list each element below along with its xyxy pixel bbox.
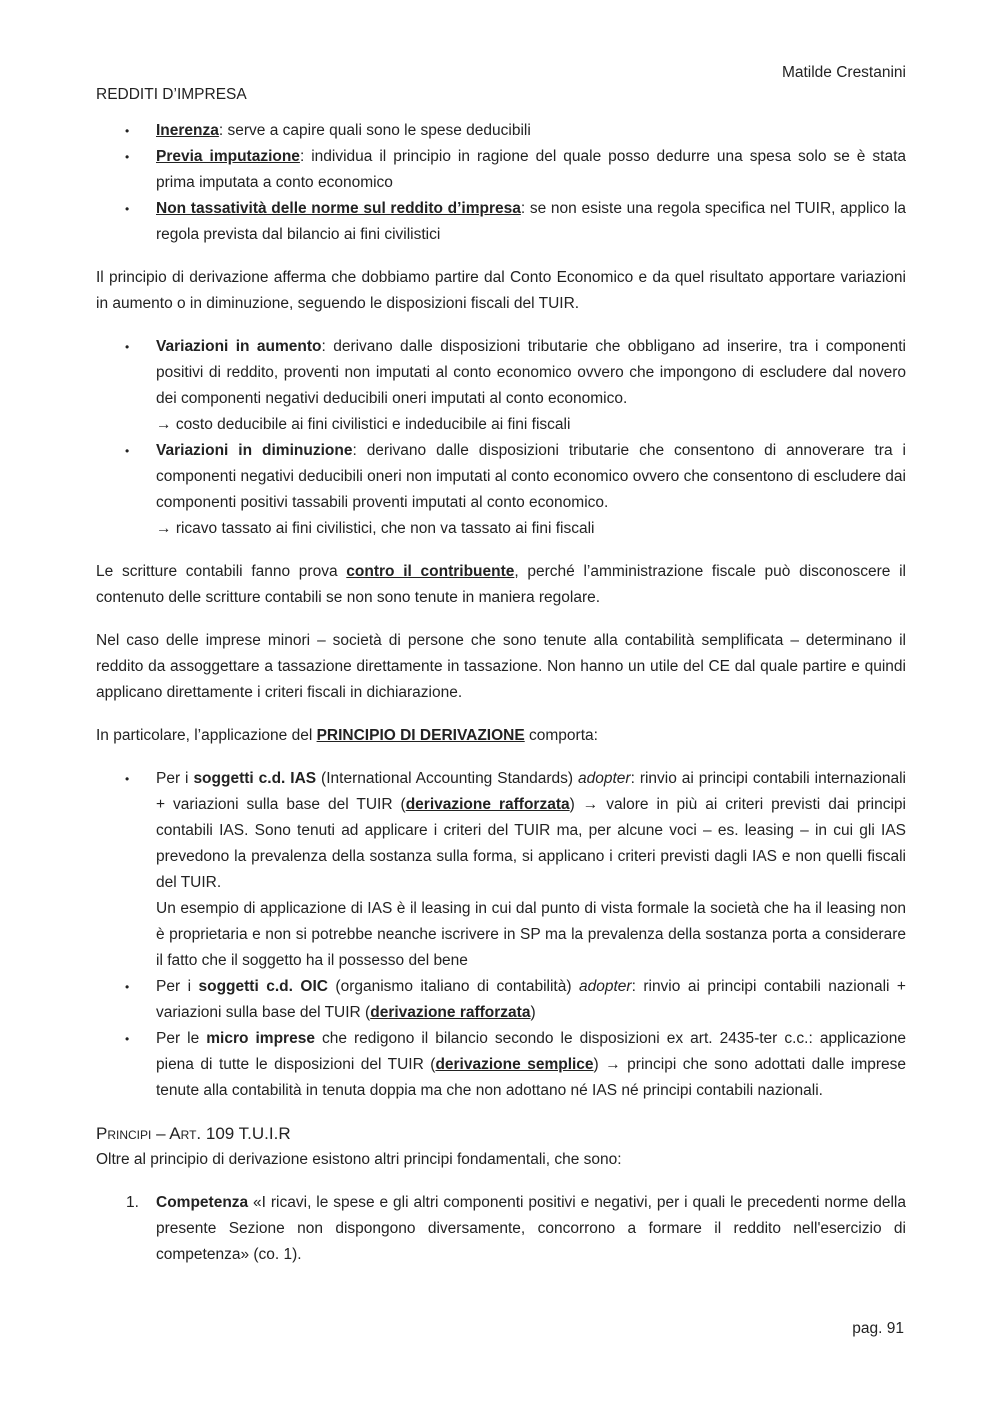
paragraph-minor-companies: Nel caso delle imprese minori – società di persone che sono tenute alla contabilità semplificata – determinano il reddito da assoggettare a tassazione direttamente in tassazione. Non hanno un utile del CE dal quale partire e quindi applicano direttamente i criteri fiscali in dichiarazione. [96, 632, 906, 701]
list-item-oic: • Per i soggetti c.d. OIC (organismo italiano di contabilità) adopter: rinvio ai principi contabili nazionali + variazioni sulla base del TUIR (derivazione rafforzata) [96, 974, 906, 1026]
header-section-title: REDDITI D’IMPRESA [96, 86, 247, 103]
bullet-icon: • [125, 1032, 130, 1046]
bullet-icon: • [125, 444, 130, 458]
page-content [96, 118, 906, 1285]
bullet-icon: • [125, 772, 130, 786]
bullet-icon: • [125, 150, 130, 164]
arrow-note: → ricavo tassato ai fini civilistici, che non va tassato ai fini fiscali [156, 520, 595, 537]
variations-list [96, 334, 906, 542]
term: Inerenza [156, 122, 219, 139]
paragraph-derivation: Il principio di derivazione afferma che dobbiamo partire dal Conto Economico e da quel risultato apportare variazioni in aumento o in diminuzione, seguendo le disposizioni fiscali del TUIR. [96, 269, 906, 312]
paragraph-other-principles: Oltre al principio di derivazione esistono altri principi fondamentali, che sono: [96, 1151, 622, 1168]
bullet-icon: • [125, 340, 130, 354]
item-number: 1. [126, 1194, 139, 1211]
subjects-list [96, 766, 906, 1104]
principles-numbered-list [96, 1190, 906, 1268]
list-item [96, 438, 906, 542]
bullet-icon: • [125, 202, 130, 216]
list-item [96, 118, 906, 144]
list-item [96, 334, 906, 438]
term: Previa imputazione [156, 148, 300, 165]
list-item-micro: • Per le micro imprese che redigono il bilancio secondo le disposizioni ex art. 2435-ter c.c.: applicazione piena di tutte le disposizioni del TUIR (derivazione semplice) → principi che sono adottati dalle imprese tenute alla contabilità in tenuta doppia ma che non adottano né IAS né principi contabili nazionali. [96, 1026, 906, 1104]
bullet-icon: • [125, 980, 130, 994]
term: Competenza [156, 1194, 249, 1211]
description: : individua il principio in ragione del quale posso dedurre una spesa solo se è stata prima imputata a conto economico [156, 148, 906, 191]
paragraph-accounting-records: Le scritture contabili fanno prova contro il contribuente, perché l’amministrazione fiscale può disconoscere il contenuto delle scritture contabili se non sono tenute in maniera regolare. [96, 563, 906, 606]
term: Variazioni in diminuzione [156, 442, 353, 459]
arrow-note: → costo deducibile ai fini civilistici e indeducibile ai fini fiscali [156, 416, 571, 433]
arrow-right-icon: → [156, 416, 172, 433]
description: : se non esiste una regola specifica nel TUIR, applico la regola prevista dal bilancio ai fini civilistici [156, 200, 907, 243]
section-heading: Principi – Art. 109 T.U.I.R [96, 1124, 291, 1143]
ias-example: Un esempio di applicazione di IAS è il leasing in cui dal punto di vista formale la società che ha il leasing non è proprietaria e non si potrebbe neanche iscrivere in SP ma la prevalenza della sostanza porta a considerare il fatto che il soggetto ha il possesso del bene [156, 900, 906, 969]
list-item [96, 196, 906, 248]
list-item [96, 144, 906, 196]
paragraph-derivation-principle: In particolare, l’applicazione del PRINCIPIO DI DERIVAZIONE comporta: [96, 727, 598, 744]
description: «I ricavi, le spese e gli altri componenti positivi e negativi, per i quali le precedenti norme della presente Sezione non dispongono diversamente, concorrono a formare il reddito nell'esercizio di competenza» (co. 1). [156, 1194, 906, 1263]
principles-list [96, 118, 906, 248]
term: Non tassatività delle norme sul reddito d’impresa [156, 200, 521, 217]
list-item [96, 1190, 906, 1268]
description: : derivano dalle disposizioni tributarie che consentono di annoverare tra i componenti negativi deducibili oneri non imputati al conto economico ovvero che consentono di escludere dai componenti positivi tassabili proventi imputati al conto economico. [156, 442, 906, 511]
page-number: pag. 91 [852, 1320, 904, 1337]
arrow-right-icon: → [156, 520, 172, 537]
list-item-ias: • Per i soggetti c.d. IAS (International Accounting Standards) adopter: rinvio ai principi contabili internazionali + variazioni sulla base del TUIR (derivazione rafforzata) → valore in più ai criteri previsti dai principi contabili IAS. Sono tenuti ad applicare i criteri del TUIR ma, per alcune voci – es. leasing – in cui gli IAS prevedono la prevalenza della sostanza sulla forma, si applicano i criteri previsti dagli IAS e non quelli fiscali del TUIR. Un esempio di applicazione di IAS è il leasing in cui dal punto di vista formale la società che ha il leasing non è proprietaria e non si potrebbe neanche iscrivere in SP ma la prevalenza della sostanza porta a considerare il fatto che il soggetto ha il possesso del bene [96, 766, 906, 974]
term: Variazioni in aumento [156, 338, 322, 355]
description: : derivano dalle disposizioni tributarie che obbligano ad inserire, tra i componenti positivi di reddito, proventi non imputati al conto economico ovvero che impongono di escludere dal novero dei componenti negativi deducibili oneri imputati al conto economico. [156, 338, 906, 407]
header-author: Matilde Crestanini [781, 64, 906, 81]
description: : serve a capire quali sono le spese deducibili [218, 122, 531, 139]
bullet-icon: • [125, 124, 130, 138]
